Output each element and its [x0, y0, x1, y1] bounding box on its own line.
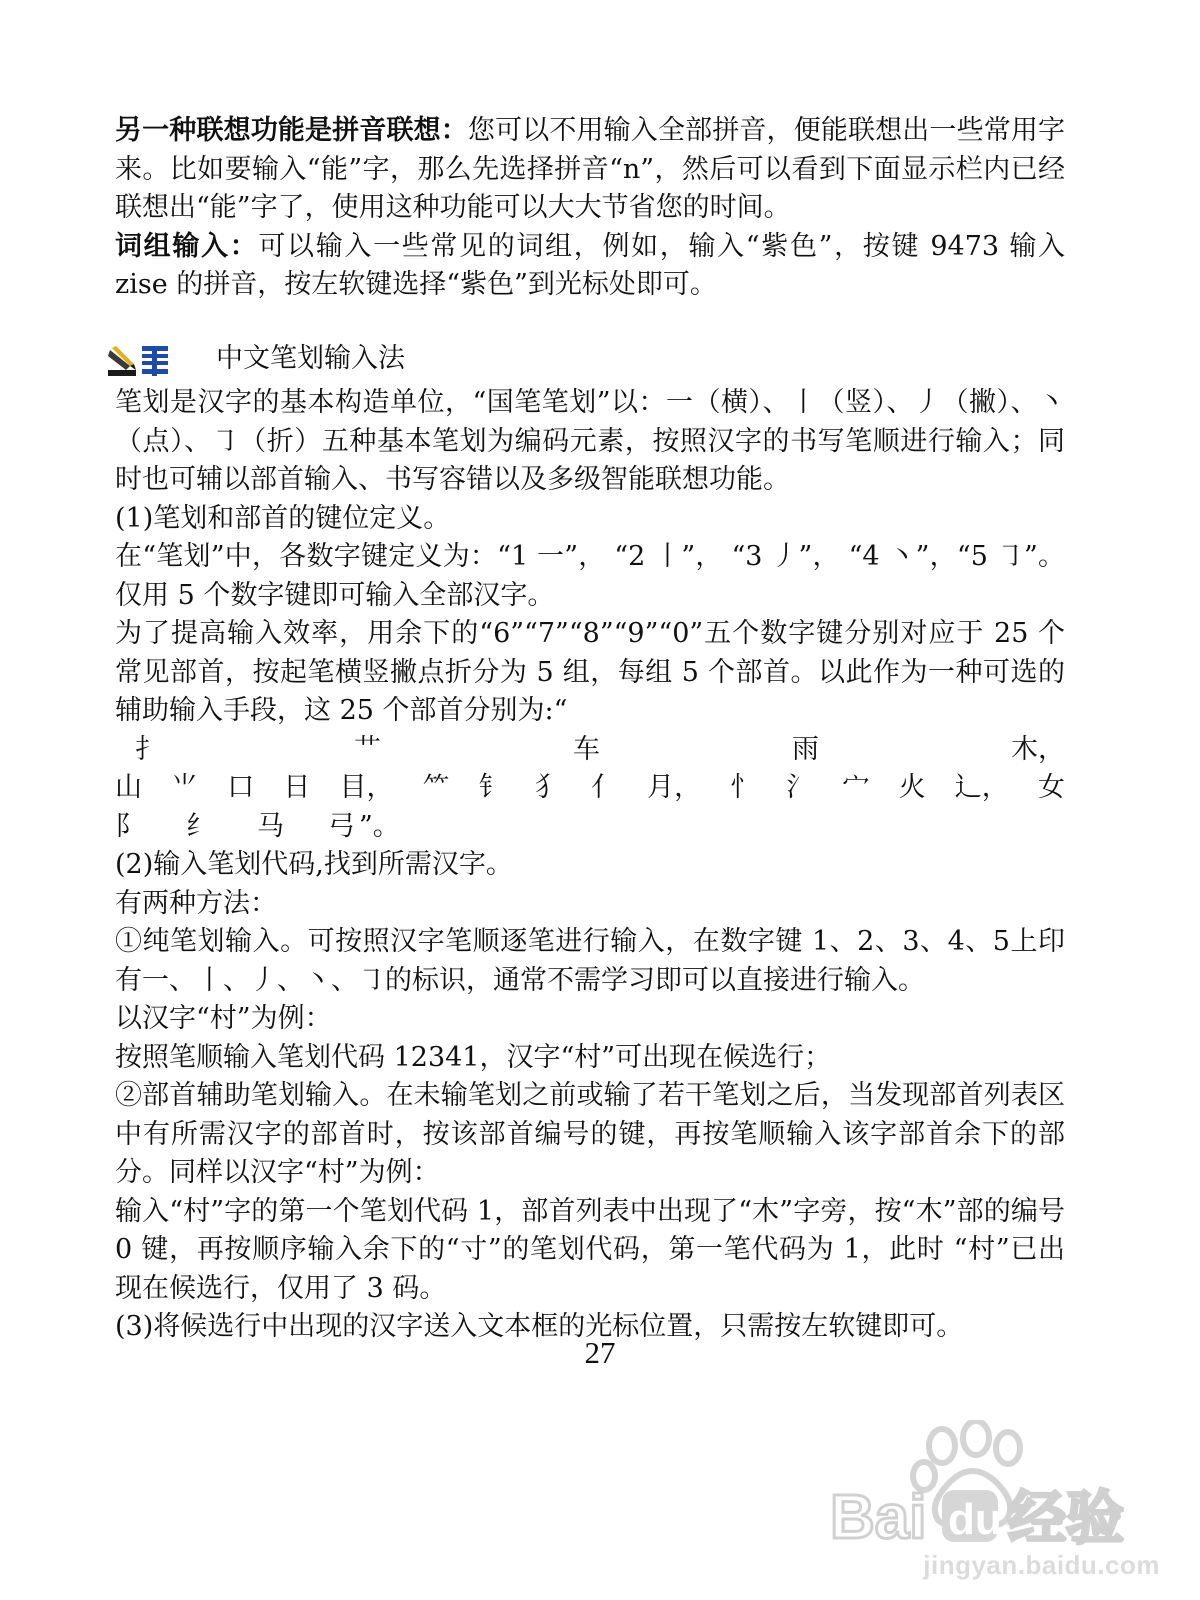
section-header: [108, 338, 405, 378]
baidu-paw-logo-icon: [830, 1420, 1160, 1550]
phrase-input-heading: 词组输入：: [115, 230, 259, 262]
pinyin-association-paragraph: [115, 112, 1065, 228]
radical-l3-1: 纟: [186, 810, 213, 842]
watermark-url: jingyan.baidu.com: [923, 1550, 1160, 1580]
radical-l2-8: 亻: [591, 772, 618, 803]
radical-l2-6: 钅: [478, 772, 506, 803]
key-definition-heading: (1)笔划和部首的键位定义。: [115, 502, 451, 534]
radical-assist-example: 输入“村”字的第一个笔划代码 1，部首列表中出现了“木”字旁，按“木”部的编号 0 键，再按顺序输入余下的“寸”的笔划代码，第一笔代码为 1，此时 “村”已出现在候选行，仅用了 3 码。: [115, 1195, 1065, 1304]
radical-l2-12: 宀: [842, 772, 870, 803]
baidu-jingyan-watermark: [830, 1420, 1160, 1585]
pure-stroke-method: ①纯笔划输入。可按照汉字笔顺逐笔进行输入，在数字键 1、2、3、4、5上印有一、丨、丿、丶、㇆的标识，通常不需学习即可以直接进行输入。: [115, 926, 1065, 996]
radical-l2-5: ⺮: [422, 772, 450, 803]
radical-keys-text: [115, 615, 1065, 731]
radical-l2-10: 忄: [730, 772, 758, 803]
brush-pen-icon: [108, 344, 170, 378]
radical-l2-14: 辶，: [954, 772, 1009, 803]
radical-l2-2: 口: [227, 772, 255, 803]
radicals-line-2: [115, 769, 1065, 808]
radical-l2-3: 日: [283, 772, 311, 803]
find-char-heading: (2)输入笔划代码,找到所需汉字。: [115, 849, 513, 880]
radical-l2-4: 目，: [339, 772, 394, 803]
radical-l2-9: 月，: [647, 772, 702, 803]
radical-l1-2: 车: [573, 733, 600, 765]
key-definition-text: 在“笔划”中，各数字键定义为：“1 一”， “2 丨”， “3 丿”， “4 丶”，“5 ㇆”。仅用 5 个数字键即可输入全部汉字。: [115, 541, 1065, 611]
radical-l1-1: 艹: [354, 733, 381, 765]
section-title: 中文笔划输入法: [216, 343, 405, 374]
phrase-input-paragraph: [115, 228, 1065, 305]
svg-text:du: du: [948, 1495, 1002, 1544]
pinyin-association-section: [115, 112, 1065, 305]
radicals-close-quote: ”。: [359, 810, 400, 842]
pinyin-association-heading: 另一种联想功能是拼音联想：: [115, 115, 468, 146]
radical-l1-4: 木，: [1011, 733, 1065, 765]
radical-l2-13: 火: [898, 772, 926, 803]
stroke-input-section: [115, 384, 1065, 1347]
page-number: 27: [584, 1335, 616, 1370]
stroke-intro: 笔划是汉字的基本构造单位，“国笔笔划”以：一（横）、丨（竖）、丿（撇）、丶（点）、㇆（折）五种基本笔划为编码元素，按照汉字的书写笔顺进行输入；同时也可辅以部首输入、书写容错以及多级智能联想功能。: [115, 387, 1065, 495]
radical-l2-15: 女: [1037, 772, 1065, 803]
radical-l2-1: ⺌: [171, 772, 199, 803]
phrase-input-text: 可以输入一些常见的词组，例如，输入“紫色”，按键 9473 输入 zise 的拼音，按左软键选择“紫色”到光标处即可。: [115, 230, 1066, 300]
pinyin-association-text: 您可以不用输入全部拼音，便能联想出一些常用字来。比如要输入“能”字，那么先选择拼音“n”，然后可以看到下面显示栏内已经联想出“能”字了，使用这种功能可以大大节省您的时间。: [115, 115, 1066, 223]
send-to-textbox: (3)将候选行中出现的汉字送入文本框的光标位置，只需按左软键即可。: [115, 1311, 964, 1342]
radical-l1-3: 雨: [792, 733, 819, 765]
radical-keys-intro: 为了提高输入效率，用余下的“6”“7”“8”“9”“0”五个数字键分别对应于 25 个常见部首，按起笔横竖撇点折分为 5 组，每组 5 个部首。以此作为一种可选的辅助输入手段，这 25 个部首分别为:“: [115, 618, 1065, 726]
radical-assist-method: ②部首辅助笔划输入。在未输笔划之前或输了若干笔划之后，当发现部首列表区中有所需汉字的部首时，按该部首编号的键，再按笔顺输入该字部首余下的部分。同样以汉字“村”为例：: [115, 1080, 1065, 1188]
radical-l2-0: 山: [115, 772, 142, 803]
pure-stroke-example-heading: 以汉字“村”为例：: [115, 1003, 332, 1034]
radicals-line-1: [115, 731, 1065, 770]
svg-text:Bai: Bai: [830, 1483, 927, 1550]
svg-text:经验: 经验: [1008, 1484, 1125, 1550]
methods-label: 有两种方法：: [115, 887, 277, 919]
radicals-line-3: [115, 808, 1065, 847]
radical-l3-0: 阝: [115, 810, 142, 842]
radical-l3-3: 弓: [328, 810, 355, 842]
pure-stroke-example: 按照笔顺输入笔划代码 12341，汉字“村”可出现在候选行；: [115, 1041, 832, 1073]
radical-l2-7: 犭: [534, 772, 562, 803]
radical-l1-0: 扌: [135, 733, 162, 765]
radical-l2-11: 氵: [786, 772, 814, 803]
radical-l3-2: 马: [257, 810, 284, 842]
